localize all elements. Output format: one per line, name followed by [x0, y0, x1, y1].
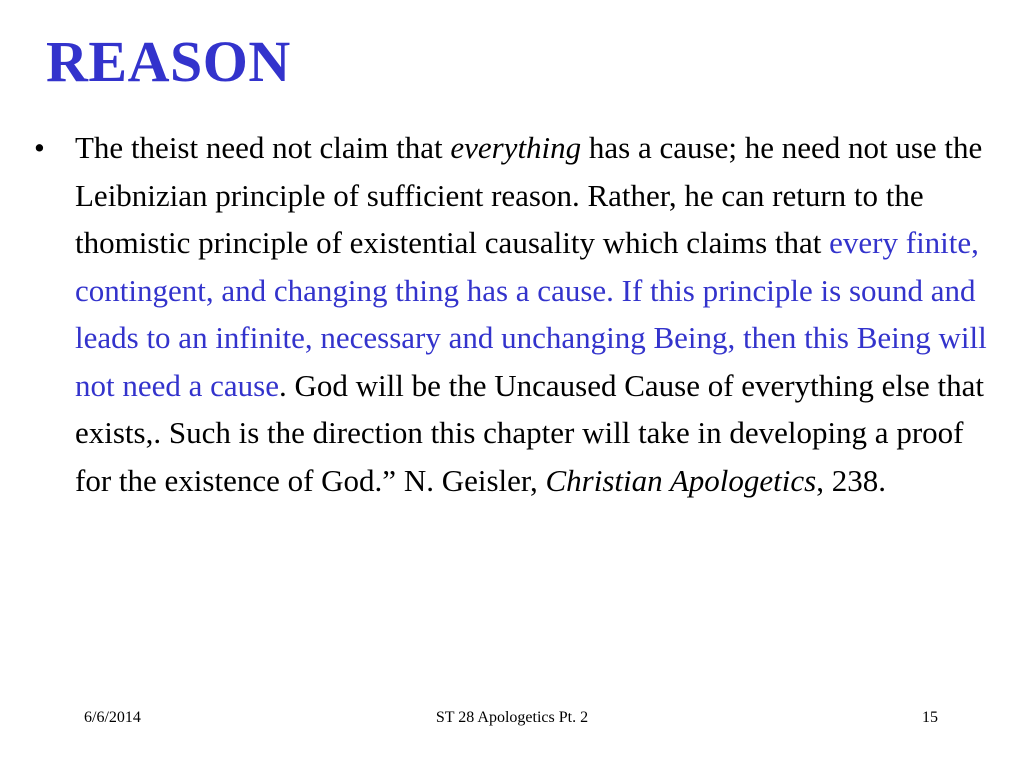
bullet-list: [32, 124, 992, 504]
bullet-text-intro: The theist need not claim that: [75, 130, 451, 165]
bullet-item: [32, 124, 992, 504]
page-reference: , 238.: [816, 462, 886, 498]
footer-page-number: 15: [922, 709, 938, 726]
bullet-text-highlight: every finite, contingent, and changing thing has a cause. If this principle is sound and leads to an infinite, necessary and unchanging Being, then this Being will not need a cause: [75, 225, 987, 403]
slide-title: REASON: [46, 29, 291, 94]
bullet-text-emphasis: everything: [450, 130, 582, 165]
bullet-marker: •: [34, 130, 45, 165]
book-title: Christian Apologetics: [545, 462, 817, 498]
footer-title: ST 28 Apologetics Pt. 2: [435, 709, 589, 726]
footer-date: 6/6/2014: [84, 709, 141, 726]
bullet-text-principle: has a cause; he need not use the Leibnizian principle of sufficient reason. Rather, he can return to the thomistic principle of existential causality which claims that: [75, 130, 983, 260]
bullet-text-conclusion: . God will be the Uncaused Cause of everything else that exists,. Such is the direction this chapter will take in developing a proof for the existence of God.” N. Geisler,: [75, 367, 985, 498]
